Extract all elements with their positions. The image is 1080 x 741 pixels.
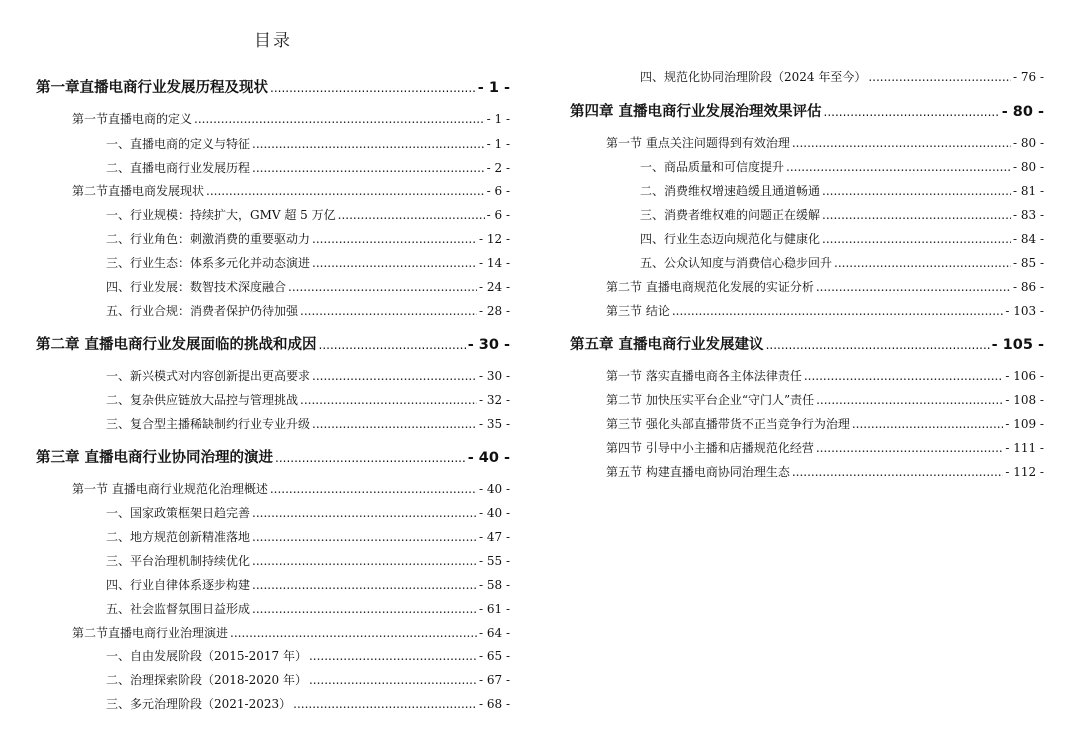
toc-dot-leader [309, 649, 477, 664]
toc-entry-page: - 83 - [1012, 208, 1044, 222]
toc-entry-page: - 40 - [478, 482, 510, 496]
toc-subsection [570, 232, 1044, 247]
toc-dot-leader [672, 304, 1004, 319]
toc-entry-page: - 1 - [486, 137, 510, 151]
toc-section [570, 369, 1044, 384]
toc-entry-title: 五、公众认知度与消费信心稳步回升 [640, 256, 833, 270]
toc-dot-leader [852, 417, 1004, 432]
toc-dot-leader [822, 232, 1011, 247]
toc-entry-page: - 80 - [1012, 136, 1044, 150]
toc-section [36, 626, 510, 641]
toc-subsection [570, 184, 1044, 199]
toc-entry-title: 四、行业发展：数智技术深度融合 [106, 280, 287, 294]
toc-entry-title: 一、自由发展阶段（2015-2017 年） [106, 649, 307, 663]
toc-entry-title: 第二节直播电商行业治理演进 [72, 626, 229, 640]
toc-entry-page: - 68 - [478, 697, 510, 711]
toc-entry-title: 二、治理探索阶段（2018-2020 年） [106, 673, 307, 687]
toc-entry-title: 第一章直播电商行业发展历程及现状 [36, 80, 268, 96]
toc-entry-page: - 80 - [1001, 104, 1044, 120]
toc-dot-leader [309, 673, 477, 688]
toc-entry-page: - 14 - [478, 256, 510, 270]
toc-dot-leader [786, 160, 1011, 175]
toc-dot-leader [792, 136, 1011, 151]
toc-entry-title: 四、规范化协同治理阶段（2024 年至今） [640, 70, 867, 84]
toc-subsection [36, 280, 510, 295]
toc-entry-title: 四、行业生态迈向规范化与健康化 [640, 232, 821, 246]
toc-dot-leader [252, 161, 485, 176]
toc-subsection [36, 673, 510, 688]
toc-entry-title: 第四章 直播电商行业发展治理效果评估 [570, 104, 822, 120]
toc-dot-leader [252, 137, 485, 152]
toc-subsection [36, 232, 510, 247]
toc-entry-page: - 28 - [478, 304, 510, 318]
toc-section [570, 441, 1044, 456]
toc-entry-page: - 6 - [486, 184, 510, 198]
toc-entry-title: 第一节 直播电商行业规范化治理概述 [72, 482, 268, 496]
toc-dot-leader [312, 256, 477, 271]
toc-entry-page: - 1 - [477, 80, 510, 96]
toc-dot-leader [288, 280, 477, 295]
toc-dot-leader [816, 393, 1003, 408]
toc-entry-page: - 65 - [478, 649, 510, 663]
toc-entry-title: 一、直播电商的定义与特征 [106, 137, 251, 151]
toc-entry-page: - 40 - [467, 450, 510, 466]
toc-subsection [570, 160, 1044, 175]
toc-dot-leader [252, 530, 477, 545]
toc-section [570, 304, 1044, 319]
toc-entry-page: - 24 - [478, 280, 510, 294]
toc-entry-page: - 80 - [1012, 160, 1044, 174]
toc-dot-leader [824, 103, 1000, 121]
toc-entry-title: 五、社会监督氛围日益形成 [106, 602, 251, 616]
toc-section [36, 184, 510, 199]
toc-dot-leader [252, 506, 477, 521]
toc-chapter [36, 449, 510, 467]
toc-chapter [36, 336, 510, 354]
toc-entry-title: 二、行业角色：刺激消费的重要驱动力 [106, 232, 311, 246]
toc-dot-leader [275, 449, 466, 467]
toc-entry-title: 一、国家政策框架日趋完善 [106, 506, 251, 520]
toc-entry-page: - 81 - [1012, 184, 1044, 198]
toc-section [570, 393, 1044, 408]
toc-entry-title: 第三节 结论 [606, 304, 670, 318]
toc-entry-page: - 30 - [467, 337, 510, 353]
toc-dot-leader [816, 280, 1011, 295]
toc-entry-title: 四、行业自律体系逐步构建 [106, 578, 251, 592]
toc-subsection [36, 256, 510, 271]
toc-entry-title: 第一节直播电商的定义 [72, 112, 193, 126]
toc-dot-leader [766, 336, 990, 354]
toc-entry-page: - 55 - [478, 554, 510, 568]
toc-entry-page: - 85 - [1012, 256, 1044, 270]
toc-entry-title: 第五章 直播电商行业发展建议 [570, 337, 764, 353]
toc-subsection [36, 554, 510, 569]
toc-entry-title: 一、新兴模式对内容创新提出更高要求 [106, 369, 311, 383]
toc-entry-title: 二、复杂供应链放大品控与管理挑战 [106, 393, 299, 407]
toc-section [570, 136, 1044, 151]
toc-dot-leader [252, 602, 477, 617]
toc-entry-title: 第三章 直播电商行业协同治理的演进 [36, 450, 274, 466]
toc-dot-leader [270, 482, 477, 497]
toc-chapter [36, 79, 510, 97]
toc-subsection [36, 369, 510, 384]
toc-entry-title: 二、直播电商行业发展历程 [106, 161, 251, 175]
toc-entry-title: 一、行业规模：持续扩大，GMV 超 5 万亿 [106, 208, 336, 222]
toc-section [570, 417, 1044, 432]
toc-entry-title: 三、多元治理阶段（2021-2023） [106, 697, 292, 711]
toc-entry-page: - 58 - [478, 578, 510, 592]
toc-subsection [36, 137, 510, 152]
toc-entry-page: - 76 - [1012, 70, 1044, 84]
toc-dot-leader [804, 369, 1004, 384]
toc-subsection [36, 578, 510, 593]
toc-entry-title: 第二节 直播电商规范化发展的实证分析 [606, 280, 814, 294]
toc-subsection [36, 161, 510, 176]
toc-title: 目录 [254, 31, 292, 51]
toc-entry-page: - 112 - [1005, 465, 1044, 479]
toc-entry-page: - 108 - [1005, 393, 1044, 407]
toc-section [36, 482, 510, 497]
toc-dot-leader [816, 441, 1004, 456]
toc-subsection [36, 602, 510, 617]
toc-entry-title: 三、行业生态：体系多元化并动态演进 [106, 256, 311, 270]
toc-section [570, 280, 1044, 295]
toc-entry-page: - 35 - [478, 417, 510, 431]
toc-entry-title: 三、复合型主播稀缺制约行业专业升级 [106, 417, 311, 431]
toc-dot-leader [206, 184, 485, 199]
toc-entry-title: 第四节 引导中小主播和店播规范化经营 [606, 441, 814, 455]
toc-entry-page: - 30 - [478, 369, 510, 383]
toc-subsection [570, 70, 1044, 85]
toc-dot-leader [252, 554, 477, 569]
toc-entry-page: - 1 - [486, 112, 510, 126]
toc-entry-page: - 67 - [478, 673, 510, 687]
toc-dot-leader [312, 369, 477, 384]
toc-entry-title: 三、平台治理机制持续优化 [106, 554, 251, 568]
toc-subsection [36, 530, 510, 545]
toc-dot-leader [822, 184, 1011, 199]
toc-dot-leader [338, 208, 485, 223]
toc-dot-leader [300, 393, 477, 408]
toc-chapter [570, 336, 1044, 354]
toc-entry-page: - 40 - [478, 506, 510, 520]
toc-dot-leader [319, 336, 466, 354]
toc-subsection [570, 256, 1044, 271]
toc-entry-page: - 105 - [991, 337, 1044, 353]
toc-subsection [36, 506, 510, 521]
toc-subsection [36, 417, 510, 432]
toc-dot-leader [194, 112, 485, 127]
toc-entry-title: 五、行业合规：消费者保护仍待加强 [106, 304, 299, 318]
toc-entry-page: - 47 - [478, 530, 510, 544]
toc-entry-page: - 86 - [1012, 280, 1044, 294]
toc-subsection [36, 393, 510, 408]
toc-entry-title: 第五节 构建直播电商协同治理生态 [606, 465, 790, 479]
toc-entry-page: - 106 - [1005, 369, 1044, 383]
toc-section [36, 112, 510, 127]
toc-dot-leader [868, 70, 1011, 85]
toc-entry-page: - 61 - [478, 602, 510, 616]
toc-subsection [36, 649, 510, 664]
toc-entry-page: - 64 - [478, 626, 510, 640]
toc-subsection [570, 208, 1044, 223]
toc-dot-leader [834, 256, 1011, 271]
toc-entry-page: - 6 - [486, 208, 510, 222]
toc-entry-title: 二、消费维权增速趋缓且通道畅通 [640, 184, 821, 198]
toc-entry-title: 第二节 加快压实平台企业“守门人”责任 [606, 393, 815, 407]
toc-entry-page: - 84 - [1012, 232, 1044, 246]
toc-entry-page: - 32 - [478, 393, 510, 407]
toc-dot-leader [230, 626, 477, 641]
toc-entry-title: 一、商品质量和可信度提升 [640, 160, 785, 174]
toc-subsection [36, 697, 510, 712]
toc-dot-leader [792, 465, 1004, 480]
toc-entry-page: - 12 - [478, 232, 510, 246]
toc-dot-leader [300, 304, 477, 319]
toc-entry-title: 三、消费者维权难的问题正在缓解 [640, 208, 821, 222]
toc-entry-title: 第二节直播电商发展现状 [72, 184, 205, 198]
toc-dot-leader [293, 697, 477, 712]
toc-section [570, 465, 1044, 480]
toc-entry-title: 第一节 落实直播电商各主体法律责任 [606, 369, 802, 383]
toc-chapter [570, 103, 1044, 121]
toc-entry-title: 第二章 直播电商行业发展面临的挑战和成因 [36, 337, 317, 353]
toc-subsection [36, 304, 510, 319]
toc-entry-page: - 111 - [1005, 441, 1044, 455]
toc-dot-leader [252, 578, 477, 593]
toc-entry-title: 第一节 重点关注问题得到有效治理 [606, 136, 790, 150]
toc-dot-leader [312, 417, 477, 432]
toc-entry-page: - 103 - [1005, 304, 1044, 318]
toc-entry-title: 二、地方规范创新精准落地 [106, 530, 251, 544]
toc-dot-leader [270, 79, 476, 97]
toc-subsection [36, 208, 510, 223]
toc-entry-page: - 2 - [486, 161, 510, 175]
toc-entry-title: 第三节 强化头部直播带货不正当竞争行为治理 [606, 417, 850, 431]
toc-dot-leader [822, 208, 1011, 223]
toc-entry-page: - 109 - [1005, 417, 1044, 431]
toc-dot-leader [312, 232, 477, 247]
